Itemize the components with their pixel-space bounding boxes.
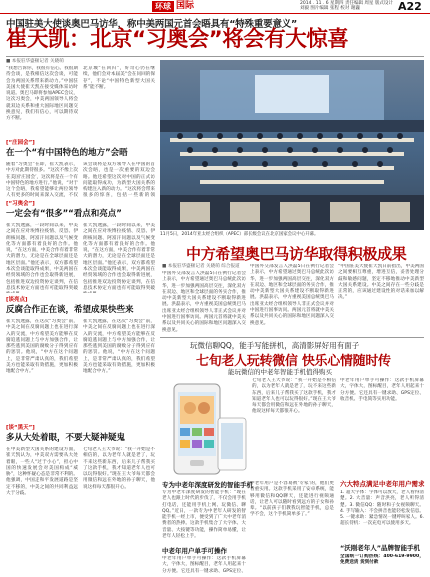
section1-text-b: 该会谈将是双方领导人在中国的首次会晤，也是一次重要的双边会晤。他还希望这次对中国的正式访问能取得成功，为新型大国关系的构建注入新的动力。“这次将会带来很多的惊喜，包括一些新的领 [83, 162, 155, 198]
story3-kicker: 玩微信聊QQ，能手写能拼机，高清影屏好用有面子 [190, 341, 360, 350]
section2-head: 一定会有“很多”“看点和亮点” [6, 209, 122, 219]
masthead-logo: 环球 [152, 1, 174, 12]
story2-text-b: 中国外交部发言人洪磊5日在例行记者会上表示，中方希望通过奥巴马总统此次访华，进一步加强两国高层交往，深化双方在双边、地区和全球层面的务实合作，推动中美新型大国关系建设不断取得新进展。洪磊表示，中方重视美国总统奥巴马出席亚太经合组织领导人非正式会议并对中国进行国事访问。两国元首将就中美关系以及共同关心的国际和地区问题深入交换意见。 [250, 264, 334, 326]
photo-caption: 11月5日，2014年亚太经合组织（APEC）部长级会议在北京国家会议中心开幕。 [160, 232, 319, 237]
story2-headline: 中方希望奥巴马访华取得积极成果 [186, 245, 407, 263]
story2-byline: ■ 本报驻华盛顿记者 关晓萌 综合报道 [162, 264, 240, 269]
story3-text-top-b: 中老年用户单手可操作：这款手机屏幕大，字体大，图标醒目，老年人用起来十分方便。它还具有一键求助、GPS定位、收音机、手电筒等实用功能。 [340, 378, 424, 402]
lead-rule [6, 56, 424, 57]
edition-info: 2014 . 11 . 6 星期四 责任编辑 周星 版式设计 刘毅 图片编辑 张程 校对 谢巍 [300, 1, 393, 11]
story3-sub: 能玩微信的中老年智能手机值得购买 [228, 368, 332, 376]
masthead-rule [0, 13, 430, 14]
page-number: A22 [398, 0, 422, 13]
section2-tag: [“习奥会”] [6, 201, 35, 207]
lead-kicker: 中国驻美大使谈奥巴马访华，称中美两国元首会晤具有“特殊重要意义” [6, 19, 298, 30]
lead-byline: ■ 本报驻华盛顿记者 关晓萌 [6, 59, 64, 64]
story3-text2: 中老年用户是不容易被‘专家’的，他们更看重实用。这款手机采用了安卓系统，能够用微信和QQ聊天，还能进行视频通话，让老人可以随时看到远方的子女和孙辈。“以前孩子们教我玩智能手机，总是学不会，这个手机简单多了。” [250, 481, 334, 518]
section1-tag: [“庄园会”] [6, 140, 35, 146]
ad-head: “沃刚老年人”品牌智能手机 [340, 544, 421, 552]
lead-intro-2: 北京城“在回归”，好奇心仍在继续，他们会对本届美“会在问回的保存”，不论“中国特色新型大国关系”能不断。 [83, 66, 155, 90]
section4-text: 在中美新型大国关系的建设方面，崔天凯认为，中美双方需要从大处着眼，一些人“过于小心”，担心中国的快速发展会对美国构成“威胁”，这种怀疑心态是非常不利的。他强调，中国走和平发展道路是坚定不移的，中美之间的共同利益远大于分歧。 [6, 447, 78, 497]
section3-tag: [谈亮点] [6, 297, 28, 303]
section3-text: 崔天凯透露，在这次“习奥会”前，中美之间在反腐问题上也在进行深入的交流，中方希望美方能够在反腐追逃问题上与中方加强合作，让那些逃到美国的腐败分子得到应有的惩罚。他说，“中方在这个问题上，是非常严肃认真的，我们希望美方也能采取有效措施，更加积极地配合中方。” [6, 319, 78, 375]
section2-text: 崔天凯透露，一段时间以来，中美之间在应对埃博拉疫情、反恐、伊朗核问题、阿富汗问题以及气候变化等方面都有着良好的合作。他说，“在这方面，中美合作有着非常大的潜力，无论是在全球层面还是地区层面。”他还表示，双方都希望本次会谈能取得成果，中美两国在经贸领域的合作也会取得新进展，包括推进双边投资协定谈判，在信息技术协定方面也有可能取得突破 [6, 223, 78, 291]
story3-subhead-2: 中老年用户单手可操作 [162, 547, 227, 555]
section3-head: 反腐合作正在谈，希望成果快些来 [6, 305, 134, 315]
ad-hotline: 全国统一订购热线：400-619-9900，免费送货 货到付款 [340, 554, 424, 566]
story3-rule [160, 337, 424, 338]
lead-headline: 崔天凯：北京“习奥会”将会有大惊喜 [6, 27, 349, 52]
story3-headline: 七旬老人玩转微信 快乐心情随时传 [196, 354, 391, 369]
section-title: 国际 [176, 1, 195, 11]
story3-text-top: 七旬老人王大爷说：“我一开始是不相信的，以为老年人就是老了，玩不来这些新东西，后来儿子帮我买了这款手机，我才知道老年人也可以玩得很好。”现在王大爷每天都会用微信和远在外地的孙子聊天，他说这样每天都很开心。 [252, 378, 336, 415]
section1-text: 随着“习奥会”在即，崔天凯表示，中方对此期待很多。“这次不像上次在美国‘庄园会’，这次将是在一个有中国特色的地方进行。”他说，“对于这个会晤，我希望能够让两位领导人有更多的时间来深入交流，不仅 [6, 162, 78, 198]
apec-meeting-photo [160, 60, 424, 230]
section2-text-b: 崔天凯透露，一段时间以来，中美之间在应对埃博拉疫情、反恐、伊朗核问题、阿富汗问题以及气候变化等方面都有着良好的合作。他说，“在这方面，中美合作有着非常大的潜力，无论是在全球层面还是地区层面。”他还表示，双方都希望本次会谈能取得成果，中美两国在经贸领域的合作也会取得新进展，包括推进双边投资协定谈判，在信息技术协定方面也有可能取得突破 [83, 223, 155, 291]
section4-text-b: 七旬老人王大爷说：“我一开始是不相信的，以为老年人就是老了，玩不来这些新东西，后来儿子帮我买了这款手机，我才知道老年人也可以玩得很好。”现在王大爷每天都会用微信和远在外地的孙子聊天，他说这样每天都很开心。 [83, 447, 155, 490]
story3-text3: 中老年用户单手可操作：这款手机屏幕大，字体大，图标醒目，老年人用起来十分方便。它还具有一键求助、GPS定位、 [162, 556, 246, 574]
story2-text-c: “中国驻美大使崔天凯日前指出，中美两国之间要相互尊重，增进互信，妥善处理分歧和敏感问题，坚定不移地推动中美新型大国关系建设。中美之间存在一些分歧是正常的，应该通过建设性的对话来加以解决。” [338, 264, 424, 301]
section4-head: 多从大处着眼，不要大疑神疑鬼 [6, 433, 126, 443]
story2-text: 中国外交部发言人洪磊5日在例行记者会上表示，中方希望通过奥巴马总统此次访华，进一步加强两国高层交往，深化双方在双边、地区和全球层面的务实合作，推动中美新型大国关系建设不断取得新进展。洪磊表示，中方重视美国总统奥巴马出席亚太经合组织领导人非正式会议并对中国进行国事访问。两国元首将就中美关系以及共同关心的国际和地区问题深入交换意见。 [162, 271, 246, 333]
smartphone-image [162, 378, 250, 478]
side-box-text: 1. 超大字体：字体可以放大，老人看得清楚。2. 大音量：声音洪亮，老人听得清楚。3. 微信QQ：随时和子女视频聊天。4. 手写输入：不会拼音也能轻松发信息。5. 一键求助：紧急情况一键呼叫家人。6. 超长待机：一次充电可以使用多天。 [340, 490, 424, 527]
section1-head: 在一个“有中国特色的地方”会晤 [6, 148, 128, 158]
section4-tag: [谈“黑天”] [6, 425, 35, 431]
lead-intro: “我想告诉你，我很有信心。我很期待会谈，是我相信这次会谈，可能会为两国关系带来新动力。”中国驻美国大使崔天凯在接受媒体采访时说道。奥巴马即将参加APEC会议，这次习奥会，中美两国领导人将会就双边关系和重大国际地区问题交换意见，我们有信心，可以期待双方不断。 [6, 66, 78, 122]
story3-text1: 专为中老年深度研发的智能手机：“现在老人也跟上时代的步伐了，不仅会用手机打电话，还能用手机上网、玩微信、聊QQ。”近日，一款专为中老年人研发的智能手机一经上市，便受到了广大中老年消费者的热捧。这款手机集合了大字体、大音量、大按键等功能，操作简单易懂，让老年人轻松上手。 [162, 490, 246, 540]
section3-text-b: 崔天凯透露，在这次“习奥会”前，中美之间在反腐问题上也在进行深入的交流，中方希望美方能够在反腐追逃问题上与中方加强合作，让那些逃到美国的腐败分子得到应有的惩罚。他说，“中方在这个问题上，是非常严肃认真的，我们希望美方也能采取有效措施，更加积极地配合中方。” [83, 319, 155, 375]
story3-subhead-1: 专为中老年深度研发的智能手机 [162, 481, 253, 489]
side-box-head: 六大特点满足中老年用户需求 [340, 480, 425, 488]
